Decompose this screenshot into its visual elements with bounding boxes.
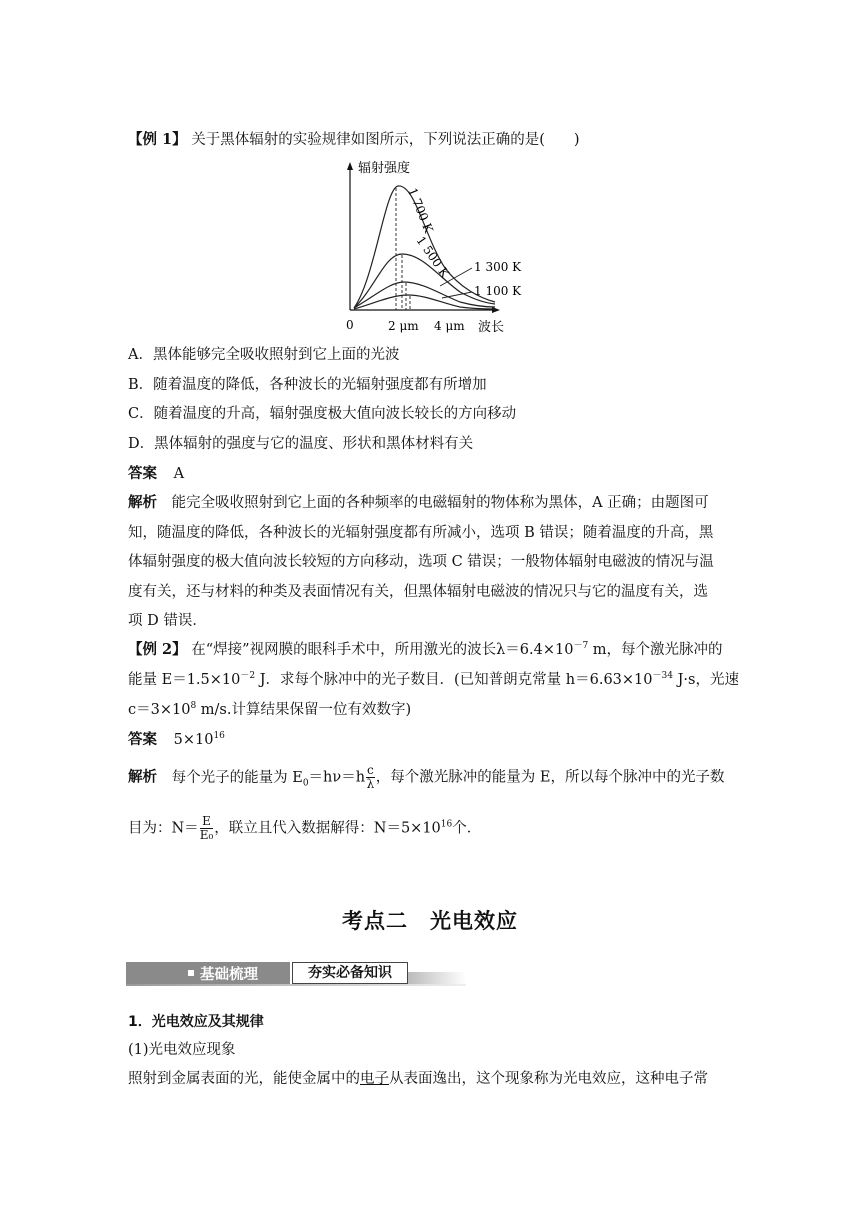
- curve-label-1700k: 1 700 K: [405, 185, 436, 235]
- option-b: B．随着温度的降低，各种波长的光辐射强度都有所增加: [128, 377, 487, 393]
- numerator: E: [200, 815, 214, 829]
- square-bullet-icon: [188, 970, 194, 976]
- analysis-text: 目为：N＝: [128, 820, 199, 837]
- tick-label-4um: 4 μm: [434, 319, 465, 333]
- section-title: 考点二 光电效应: [342, 909, 518, 933]
- example1-question-text: 关于黑体辐射的实验规律如图所示，下列说法正确的是( ): [191, 132, 580, 148]
- curve-label-1100k: 1 100 K: [474, 284, 522, 298]
- example2-analysis-line-2: [128, 815, 481, 842]
- origin-label: 0: [346, 318, 354, 332]
- example1-analysis-line-2: 知，随温度的降低，各种波长的光辐射强度都有所减小，选项 B 错误；随着温度的升高，黑: [128, 525, 714, 541]
- option-d: D．黑体辐射的强度与它的温度、形状和黑体材料有关: [128, 436, 474, 452]
- example2-tag: 【例 2】: [128, 641, 187, 658]
- example1-analysis-line-3: 体辐射强度的极大值向波长较短的方向移动，选项 C 错误；一般物体辐射电磁波的情况与温: [128, 554, 714, 570]
- example1-analysis-line-5: 项 D 错误．: [128, 613, 207, 629]
- analysis-text: 能完全吸收照射到它上面的各种频率的电磁辐射的物体称为黑体，A 正确；由题图可: [171, 495, 709, 511]
- option-c: C．随着温度的升高，辐射强度极大值向波长较长的方向移动: [128, 406, 517, 422]
- banner-fade: [408, 972, 466, 984]
- numerator: c: [367, 763, 374, 777]
- example1-tag: 【例 1】: [128, 131, 187, 148]
- heading-photoelectric: 1．光电效应及其规律: [128, 1014, 264, 1030]
- leader-1100k: [442, 292, 472, 298]
- curve-label-1300k: 1 300 K: [474, 260, 522, 274]
- exponent: －7: [573, 641, 589, 652]
- answer-label: 答案: [128, 731, 157, 748]
- example1-answer: [128, 464, 184, 484]
- example1-question: [128, 130, 580, 150]
- example2-analysis-line-1: [128, 764, 724, 793]
- paragraph-text: 照射到金属表面的光，能使金属中的: [128, 1071, 360, 1087]
- analysis-text: ＝hν＝h: [308, 769, 366, 786]
- exponent: －34: [652, 671, 673, 682]
- denominator: λ: [366, 777, 375, 791]
- subheading-phenomenon: (1)光电效应现象: [128, 1042, 236, 1058]
- x-axis-label: 波长: [478, 320, 505, 335]
- analysis-text: ，联立且代入数据解得：N＝5×10: [214, 820, 441, 837]
- answer-label: 答案: [128, 465, 157, 482]
- analysis-label: 解析: [128, 494, 157, 511]
- answer-value: A: [173, 466, 185, 482]
- example2-question-line-3: [128, 700, 411, 720]
- blackbody-figure: [330, 158, 530, 338]
- answer-value: 5×10: [173, 732, 214, 748]
- example1-analysis-line-1: [128, 493, 709, 513]
- analysis-text: 每个光子的能量为 E: [171, 769, 303, 786]
- exponent: －2: [240, 671, 256, 682]
- underlined-term: 电子: [360, 1071, 389, 1087]
- paragraph-text: 从表面逸出，这个现象称为光电效应，这种电子常: [389, 1071, 708, 1087]
- banner-underline: [126, 984, 466, 986]
- paragraph-photoelectric: [128, 1069, 708, 1089]
- banner-right-label: 夯实必备知识: [292, 962, 408, 984]
- analysis-text: 个．: [452, 820, 482, 837]
- section-banner: [126, 962, 466, 986]
- analysis-label: 解析: [128, 768, 157, 786]
- example2-question-line-1: [128, 640, 723, 660]
- q-text: J·s，光速: [672, 672, 739, 688]
- example2-answer: [128, 730, 225, 750]
- exponent: 16: [440, 819, 453, 830]
- x-axis-arrow: [492, 307, 500, 313]
- exponent: 16: [213, 731, 225, 742]
- fraction-c-over-lambda: [366, 764, 375, 791]
- fraction-e-over-e0: [200, 815, 214, 842]
- q-text: c＝3×10: [128, 702, 191, 718]
- denominator: E₀: [199, 828, 214, 842]
- q-text: m/s.计算结果保留一位有效数字): [196, 702, 412, 718]
- example1-analysis-line-4: 度有关，还与材料的种类及表面情况有关，但黑体辐射电磁波的情况只与它的温度有关，选: [128, 584, 708, 600]
- analysis-text: ，每个激光脉冲的能量为 E，所以每个脉冲中的光子数: [375, 769, 725, 786]
- banner-left-label: 基础梳理: [200, 967, 258, 983]
- y-axis-arrow: [347, 162, 353, 170]
- tick-label-2um: 2 μm: [388, 319, 419, 333]
- example2-question-line-2: [128, 670, 739, 690]
- q-text: m，每个激光脉冲的: [588, 642, 723, 658]
- option-a: A．黑体能够完全吸收照射到它上面的光波: [128, 347, 400, 363]
- banner-dark-block: [126, 962, 290, 984]
- y-axis-label: 辐射强度: [358, 161, 411, 176]
- q-text: J．求每个脉冲中的光子数目．(已知普朗克常量 h＝6.63×10: [255, 672, 653, 688]
- subscript: 0: [302, 778, 309, 789]
- exponent: 8: [190, 701, 197, 712]
- q-text: 能量 E＝1.5×10: [128, 672, 241, 688]
- curve-label-1500k: 1 500 K: [413, 233, 453, 281]
- q-text: 在“焊接”视网膜的眼科手术中，所用激光的波长λ＝6.4×10: [191, 642, 574, 658]
